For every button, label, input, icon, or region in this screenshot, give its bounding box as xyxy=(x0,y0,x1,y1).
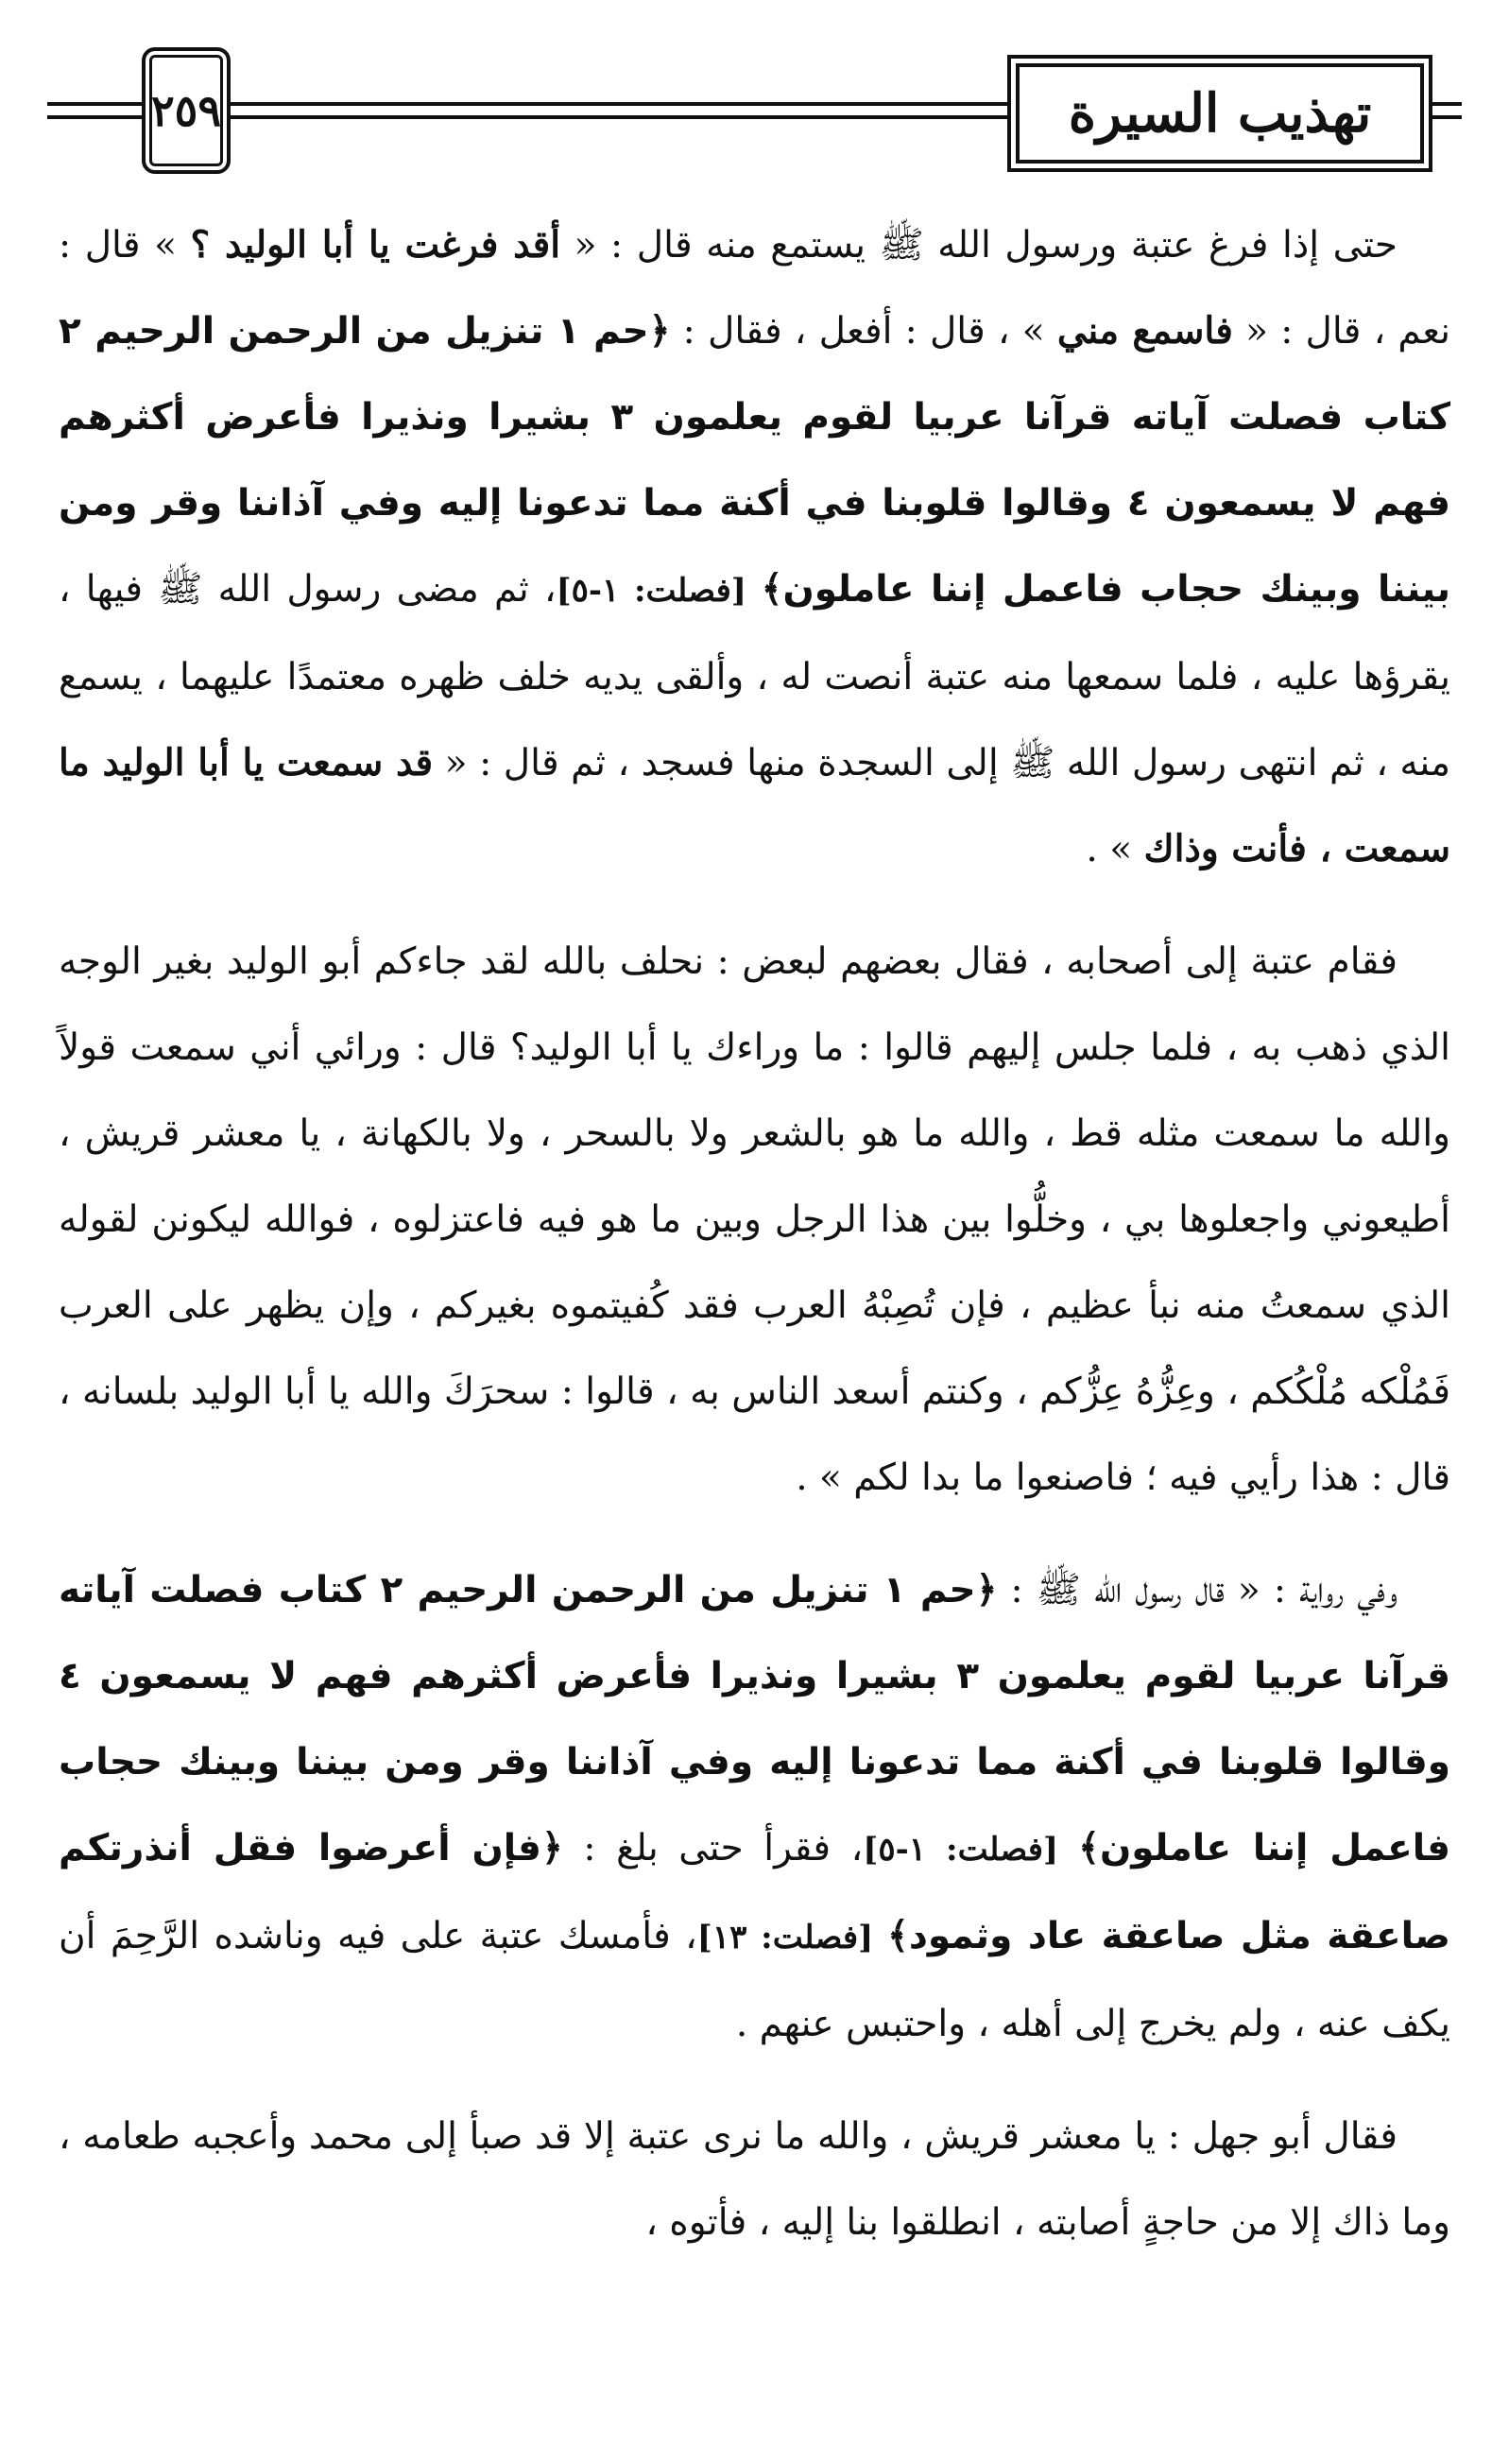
header-rule xyxy=(47,115,142,119)
quran-verse: ﴿فإن أعرضوا فقل أنذرتكم صاعقة مثل صاعقة عاد وثمود﴾ xyxy=(59,1827,1450,1957)
quran-verse: ﴿حم ١ تنزيل من الرحمن الرحيم ٢ كتاب فصلت آياته قرآنا عربيا لقوم يعلمون ٣ بشيرا ونذيرا فأعرض أكثرهم فهم لا يسمعون ٤ وقالوا قلوبنا في أكنة مما تدعونا إليه وفي آذاننا وقر ومن بيننا وبينك حجاب فاعمل إننا عاملون﴾ xyxy=(59,1569,1451,1870)
paragraph xyxy=(59,2094,1450,2266)
quote-bold: قد سمعت يا أبا الوليد ما سمعت ، فأنت وذاك xyxy=(59,741,1450,870)
page-header xyxy=(47,43,1462,166)
quote-bold: أقد فرغت يا أبا الوليد ؟ xyxy=(190,223,561,267)
running-title: تهذيب السيرة xyxy=(1007,55,1432,172)
text-run: » . xyxy=(1086,828,1144,870)
paragraph xyxy=(59,919,1450,1521)
text-run: » ، قال : أفعل ، فقال : xyxy=(670,310,1057,353)
text-run: ، فقرأ حتى بلغ : xyxy=(562,1827,864,1870)
quote-bold: فاسمع مني xyxy=(1056,309,1233,353)
text-run: وفي رواية : « قال رسول الله ﷺ : xyxy=(997,1569,1398,1611)
text-run: ، فأمسك عتبة على فيه وناشده الرَّحِمَ أن يكف عنه ، ولم يخرج إلى أهله ، واحتبس عنهم . xyxy=(59,1915,1450,2045)
quran-verse: ﴿حم ١ تنزيل من الرحمن الرحيم ٢ كتاب فصلت آياته قرآنا عربيا لقوم يعلمون ٣ بشيرا ونذيرا فأعرض أكثرهم فهم لا يسمعون ٤ وقالوا قلوبنا في أكنة مما تدعونا إليه وفي آذاننا وقر ومن بيننا وبينك حجاب فاعمل إننا عاملون﴾ xyxy=(59,310,1451,611)
paragraph xyxy=(59,202,1450,892)
header-rule xyxy=(223,102,1007,106)
verse-reference: [فصلت: ١٣] xyxy=(696,1919,887,1956)
header-rule xyxy=(47,102,142,106)
body-text xyxy=(59,202,1450,2292)
page-number: ٢٥٩ xyxy=(142,47,231,174)
verse-reference: [فصلت: ١-٥] xyxy=(556,572,762,610)
text-run: » قال : نعم ، قال : « xyxy=(59,224,1451,353)
text-run: فقام عتبة إلى أصحابه ، فقال بعضهم لبعض : نحلف بالله لقد جاءكم أبو الوليد بغير الوجه الذي ذهب به ، فلما جلس إليهم قالوا : ما وراءك يا أبا الوليد؟ قال : ورائي أني سمعت قولاً والله ما سمعت مثله قط ، والله ما هو بالشعر ولا بالسحر ، ولا بالكهانة ، يا معشر قريش ، أطيعوني واجعلوها بي ، وخلُّوا بين هذا الرجل وبين ما هو فيه فاعتزلوه ، فوالله ليكونن لقوله الذي سمعتُ منه نبأ عظيم ، فإن تُصِبْهُ العرب فقد كُفيتموه بغيركم ، وإن يظهر على العرب فَمُلْكه مُلْكُكم ، وعِزُّهُ عِزُّكم ، وكنتم أسعد الناس به ، قالوا : سحرَكَ والله يا أبا الوليد بلسانه ، قال : هذا رأيي فيه ؛ فاصنعوا ما بدا لكم » . xyxy=(59,940,1450,1499)
paragraph xyxy=(59,1547,1450,2067)
text-run: حتى إذا فرغ عتبة ورسول الله ﷺ يستمع منه قال : « xyxy=(560,224,1398,267)
text-run: فقال أبو جهل : يا معشر قريش ، والله ما نرى عتبة إلا قد صبأ إلى محمد وأعجبه طعامه ، وما ذاك إلا من حاجةٍ أصابته ، انطلقوا بنا إليه ، فأتوه ، xyxy=(59,2115,1450,2244)
header-rule xyxy=(223,115,1007,119)
text-run: ، ثم مضى رسول الله ﷺ فيها ، يقرؤها عليه ، فلما سمعها منه عتبة أنصت له ، وألقى يديه خلف ظهره معتمدًا عليهما ، يسمع منه ، ثم انتهى رسول الله ﷺ إلى السجدة منها فسجد ، ثم قال : « xyxy=(59,568,1450,784)
verse-reference: [فصلت: ١-٥] xyxy=(863,1831,1079,1869)
